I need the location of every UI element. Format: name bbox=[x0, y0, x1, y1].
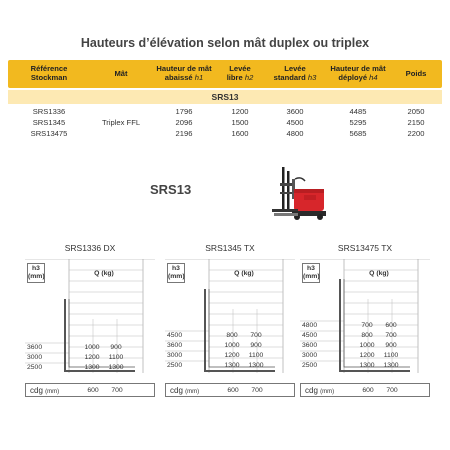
height-value: 4500 bbox=[302, 332, 318, 339]
capacity-value: 1000 bbox=[84, 344, 100, 351]
table-cell: 2150 bbox=[407, 118, 425, 127]
cdg-value: 700 bbox=[386, 387, 398, 394]
column-poids bbox=[390, 106, 442, 139]
capacity-value: 800 bbox=[226, 332, 238, 339]
cdg-value: 600 bbox=[87, 387, 99, 394]
cdg-label: cdg (mm) bbox=[30, 386, 60, 395]
table-cell: 4800 bbox=[286, 129, 304, 138]
height-value: 3000 bbox=[27, 354, 43, 361]
column-h2 bbox=[216, 106, 264, 139]
height-value: 2500 bbox=[302, 362, 318, 369]
spec-group-row: SRS13 bbox=[8, 90, 442, 104]
table-cell: 4485 bbox=[349, 107, 367, 116]
height-value: 3000 bbox=[302, 352, 318, 359]
capacity-value: 1000 bbox=[224, 342, 240, 349]
capacity-value: 600 bbox=[385, 322, 397, 329]
model-label: SRS13 bbox=[150, 182, 192, 197]
height-value: 4500 bbox=[167, 332, 183, 339]
table-cell: 3600 bbox=[286, 107, 304, 116]
capacity-value: 800 bbox=[361, 332, 373, 339]
capacity-value: 900 bbox=[250, 342, 262, 349]
column-reference bbox=[8, 106, 90, 139]
table-cell: 1500 bbox=[231, 118, 249, 127]
cdg-value: 600 bbox=[362, 387, 374, 394]
height-value: 4800 bbox=[302, 322, 318, 329]
q-header: Q (kg) bbox=[94, 270, 114, 277]
capacity-value: 1100 bbox=[108, 354, 124, 361]
cdg-label: cdg (mm) bbox=[305, 386, 335, 395]
capacity-value: 1200 bbox=[224, 352, 240, 359]
page-title: Hauteurs d’élévation selon mât duplex ou triplex bbox=[80, 36, 370, 50]
h3-header: h3 (mm) bbox=[27, 263, 45, 283]
spec-table-header bbox=[8, 60, 442, 88]
capacity-value: 1300 bbox=[108, 364, 124, 371]
cdg-row bbox=[300, 383, 430, 397]
capacity-value: 1100 bbox=[383, 352, 399, 359]
capacity-value: 700 bbox=[385, 332, 397, 339]
cdg-value: 700 bbox=[111, 387, 123, 394]
mat-value: Triplex FFL bbox=[101, 118, 141, 127]
capacity-diagram-srs1345 bbox=[165, 243, 295, 403]
table-cell: SRS13475 bbox=[30, 129, 68, 138]
capacity-diagram-srs13475 bbox=[300, 243, 430, 403]
table-cell: 2200 bbox=[407, 129, 425, 138]
column-h1 bbox=[152, 106, 216, 139]
h3-header: h3 (mm) bbox=[167, 263, 185, 283]
column-h4 bbox=[326, 106, 390, 139]
table-cell: 1600 bbox=[231, 129, 249, 138]
cdg-row bbox=[165, 383, 295, 397]
table-cell: 5295 bbox=[349, 118, 367, 127]
height-value: 3600 bbox=[167, 342, 183, 349]
capacity-value: 900 bbox=[385, 342, 397, 349]
table-cell: SRS1345 bbox=[32, 118, 66, 127]
cdg-label: cdg (mm) bbox=[170, 386, 200, 395]
spec-table bbox=[8, 60, 442, 139]
table-cell: SRS1336 bbox=[32, 107, 66, 116]
capacity-value: 1300 bbox=[224, 362, 240, 369]
q-header: Q (kg) bbox=[369, 270, 389, 277]
cdg-value: 600 bbox=[227, 387, 239, 394]
capacity-value: 1300 bbox=[383, 362, 399, 369]
height-value: 3600 bbox=[27, 344, 43, 351]
header-poids: Poids bbox=[405, 68, 427, 78]
header-h3: Levée standard h3 bbox=[273, 64, 317, 82]
column-mat bbox=[90, 106, 152, 139]
capacity-value: 1000 bbox=[359, 342, 375, 349]
cdg-value: 700 bbox=[251, 387, 263, 394]
spec-table-body bbox=[8, 106, 442, 139]
table-cell: 2096 bbox=[175, 118, 193, 127]
table-cell: 2196 bbox=[175, 129, 193, 138]
diagram-title: SRS1345 TX bbox=[205, 243, 255, 253]
header-mat: Mât bbox=[114, 68, 128, 78]
capacity-value: 1300 bbox=[359, 362, 375, 369]
diagram-title: SRS1336 DX bbox=[64, 243, 116, 253]
capacity-value: 1200 bbox=[84, 354, 100, 361]
diagram-title: SRS13475 TX bbox=[337, 243, 393, 253]
cdg-row bbox=[25, 383, 155, 397]
table-cell: 1200 bbox=[231, 107, 249, 116]
height-value: 3000 bbox=[167, 352, 183, 359]
header-reference: Référence Stockman bbox=[30, 64, 68, 82]
capacity-value: 700 bbox=[361, 322, 373, 329]
header-h4: Hauteur de mât déployé h4 bbox=[330, 64, 386, 82]
table-cell: 2050 bbox=[407, 107, 425, 116]
table-cell: 1796 bbox=[175, 107, 193, 116]
header-h2: Levée libre h2 bbox=[226, 64, 254, 82]
capacity-diagram-srs1336 bbox=[25, 243, 155, 403]
capacity-value: 700 bbox=[250, 332, 262, 339]
stacker-truck-image bbox=[270, 165, 330, 223]
capacity-value: 900 bbox=[110, 344, 122, 351]
capacity-value: 1300 bbox=[84, 364, 100, 371]
h3-header: h3 (mm) bbox=[302, 263, 320, 283]
capacity-value: 1100 bbox=[248, 352, 264, 359]
capacity-value: 1300 bbox=[248, 362, 264, 369]
q-header: Q (kg) bbox=[234, 270, 254, 277]
header-h1: Hauteur de mât abaissé h1 bbox=[156, 64, 212, 82]
height-value: 2500 bbox=[167, 362, 183, 369]
table-cell: 5685 bbox=[349, 129, 367, 138]
height-value: 3600 bbox=[302, 342, 318, 349]
height-value: 2500 bbox=[27, 364, 43, 371]
column-h3 bbox=[264, 106, 326, 139]
table-cell: 4500 bbox=[286, 118, 304, 127]
capacity-value: 1200 bbox=[359, 352, 375, 359]
